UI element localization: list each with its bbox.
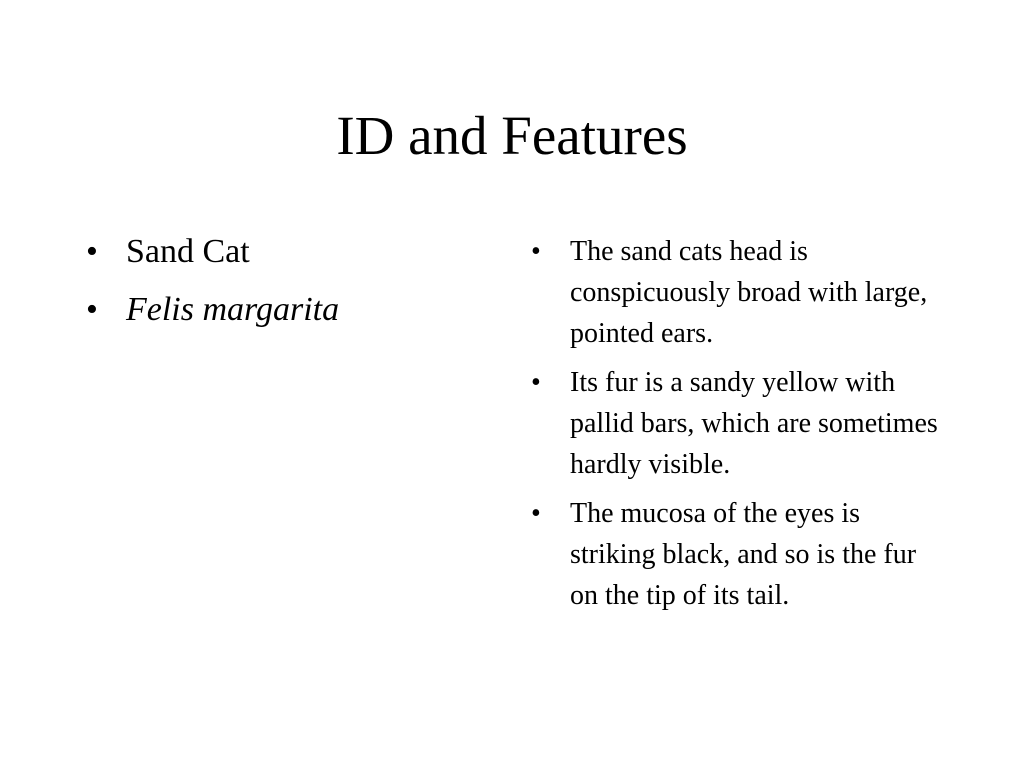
feature-text: The sand cats head is conspicuously broad with large, pointed ears. [570,236,928,349]
bullet-icon: • [86,233,98,270]
list-item [531,493,951,616]
feature-text: The mucosa of the eyes is striking black, and so is the fur on the tip of its tail. [570,498,917,611]
list-item [86,231,486,273]
bullet-icon: • [531,236,541,267]
list-item [531,231,951,354]
scientific-name-text: Felis margarita [126,291,340,328]
bullet-icon: • [531,498,541,529]
common-name-text: Sand Cat [126,233,250,270]
list-item [86,289,486,331]
slide-title: ID and Features [336,105,688,166]
right-bullet-list [531,231,951,624]
bullet-icon: • [86,291,98,328]
bullet-icon: • [531,367,541,398]
feature-text: Its fur is a sandy yellow with pallid bars, which are sometimes hardly visible. [570,367,938,480]
list-item [531,362,951,485]
left-bullet-list [86,231,486,347]
